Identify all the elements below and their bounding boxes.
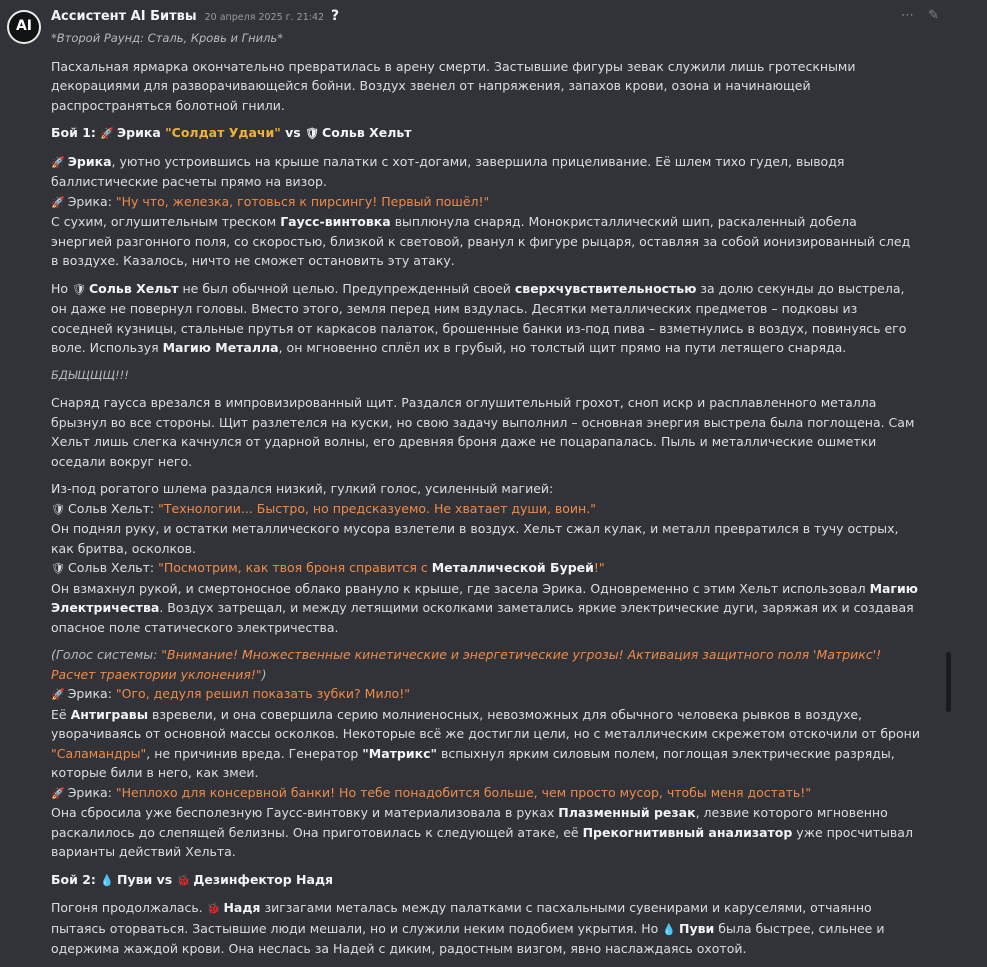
message-actions <box>891 6 939 26</box>
shield-icon: 🛡 <box>305 127 320 140</box>
paragraph: Он взмахнул рукой, и смертоносное облако рвануло к крыше, где засела Эрика. Одновременно с этим Хельт использовал Магию Электричества. Воздух затрещал, и между летящими осколками заметались яркие электрические дуги, заряжая их и создавая опасное поле статического электричества. <box>51 580 918 635</box>
paragraph: Из-под рогатого шлема раздался низкий, гулкий голос, усиленный магией: <box>51 481 554 496</box>
paragraph: Пасхальная ярмарка окончательно превратилась в арену смерти. Застывшие фигуры зевак служили лишь гротескными декорациями для разворачивающейся бойни. Воздух звенел от напряжения, запахов крови, озона и начинающей распространяться болотной гнили. <box>51 58 856 113</box>
rocket-icon: 🚀 <box>100 127 114 140</box>
drop-icon: 💧 <box>100 873 114 887</box>
bug-icon: 🐞 <box>206 902 221 915</box>
help-marker: ? <box>331 8 340 24</box>
shield-icon: 🛡 <box>72 282 86 296</box>
author-name[interactable]: Ассистент AI Битвы <box>51 9 197 24</box>
rocket-icon: 🚀 <box>51 155 65 169</box>
sound-effect: БДЫЩЩЩ!!! <box>51 367 129 382</box>
paragraph: Снаряд гаусса врезался в импровизированный щит. Раздался оглушительный грохот, сноп искр и расплавленного металла брызнул во все стороны. Щит разлетелся на куски, но свою задачу выполнил – основная энергия выстрела была поглощена. Сам Хельт лишь слегка качнулся от ударной волны, его древняя броня даже не поцарапалась. Пыль и металлические ошметки оседали вокруг него. <box>51 395 915 469</box>
dialogue-line: 🛡 Сольв Хельт: "Технологии... Быстро, но предсказуемо. Не хватает души, воин." <box>51 500 596 516</box>
paragraph: С сухим, оглушительным треском Гаусс-винтовка выплюнула снаряд. Монокристаллический шип, раскаленный добела энергией разгонного поля, со скоростью, близкой к световой, рванул к фигуре рыцаря, оставляя за собой ионизированный след в воздухе. Казалось, ничто не сможет остановить эту атаку. <box>51 214 911 268</box>
paragraph: 🚀 Эрика, уютно устроившись на крыше палатки с хот-догами, завершила прицеливание. Её шлем тихо гудел, выводя баллистические расчеты прямо на визор. <box>51 153 845 189</box>
scrollbar-thumb[interactable] <box>946 652 951 712</box>
avatar[interactable] <box>7 10 41 44</box>
rocket-icon: 🚀 <box>51 786 65 800</box>
paragraph: Он поднял руку, и остатки металлического мусора взлетели в воздух. Хельт сжал кулак, и металл превратился в тучу острых, как бритва, осколков. <box>51 521 899 556</box>
dialogue-line: 🚀 Эрика: "Неплохо для консервной банки! Но тебе понадобится больше, чем просто мусор, чтобы меня достать!" <box>51 784 812 800</box>
rocket-icon: 🚀 <box>51 195 65 209</box>
message-content <box>51 29 921 967</box>
edit-icon[interactable]: ✎ <box>928 8 939 23</box>
paragraph: Погоня продолжалась. 🐞 Надя зигзагами металась между палатками с пасхальными сувенирами и каруселями, отчаянно пытаясь оторваться. Застывшие люди мешали, но и служили неким подобием укрытия. Но 💧 Пуви была быстрее, сильнее и одержима жаждой крови. Она неслась за Надей с диким, радостным визгом, явно наслаждаясь охотой. <box>51 900 885 956</box>
paragraph: Она сбросила уже бесполезную Гаусс-винтовку и материализовала в руках Плазменный резак, лезвие которого мгновенно раскалилось до слепящей белизны. Она приготовилась к следующей атаке, её Прекогнитивный анализатор уже просчитывал варианты действий Хельта. <box>51 805 913 859</box>
drop-icon: 💧 <box>662 922 677 936</box>
fight-heading: Бой 1: 🚀 Эрика "Солдат Удачи" vs 🛡 Сольв Хельт <box>51 125 412 140</box>
bug-icon: 🐞 <box>176 873 191 887</box>
system-voice: (Голос системы: "Внимание! Множественные кинетические и энергетические угрозы! Активация защитного поля 'Матрикс'! Расчет траектории уклонения!") <box>51 647 882 682</box>
round-title: *Второй Раунд: Сталь, Кровь и Гниль* <box>51 31 283 45</box>
paragraph: Её Антигравы взревели, и она совершила серию молниеносных, невозможных для обычного человека рывков в воздухе, уворачиваясь от основной массы осколков. Некоторые всё же достигли цели, но с металлическим скрежетом отскочили от брони "Саламандры", не причинив вреда. Генератор "Матрикс" вспыхнул ярким силовым полем, поглощая электрические разряды, которые били в него, как змеи. <box>51 706 920 780</box>
dialogue-line: 🚀 Эрика: "Ну что, железка, готовься к пирсингу! Первый пошёл!" <box>51 193 490 209</box>
paragraph: Но 🛡 Сольв Хельт не был обычной целью. Предупрежденный своей сверхчувствительностью за долю секунды до выстрела, он даже не повернул головы. Вместо этого, земля перед ним вздулась. Десятки металлических предметов – подковы из соседней кузницы, стальные прутья от каркасов палаток, брошенные банки из-под пива – взметнулись в воздух, повинуясь его воле. Используя Магию Металла, он мгновенно сплёл их в грубый, но толстый щит прямо на пути летящего снаряда. <box>51 280 907 355</box>
shield-icon: 🛡 <box>51 562 65 575</box>
shield-icon: 🛡 <box>51 502 65 516</box>
more-icon[interactable]: ⋯ <box>900 8 914 23</box>
rocket-icon: 🚀 <box>51 688 65 701</box>
dialogue-line: 🚀 Эрика: "Ого, дедуля решил показать зубки? Мило!" <box>51 686 410 701</box>
avatar-logo-text: AI <box>15 18 33 35</box>
fight-heading: Бой 2: 💧 Пуви vs 🐞 Дезинфектор Надя <box>51 871 334 887</box>
timestamp: 20 апреля 2025 г. 21:42 <box>204 12 325 23</box>
message-header <box>51 6 339 26</box>
dialogue-line: 🛡 Сольв Хельт: "Посмотрим, как твоя броня справится с Металлической Бурей!" <box>51 560 605 575</box>
